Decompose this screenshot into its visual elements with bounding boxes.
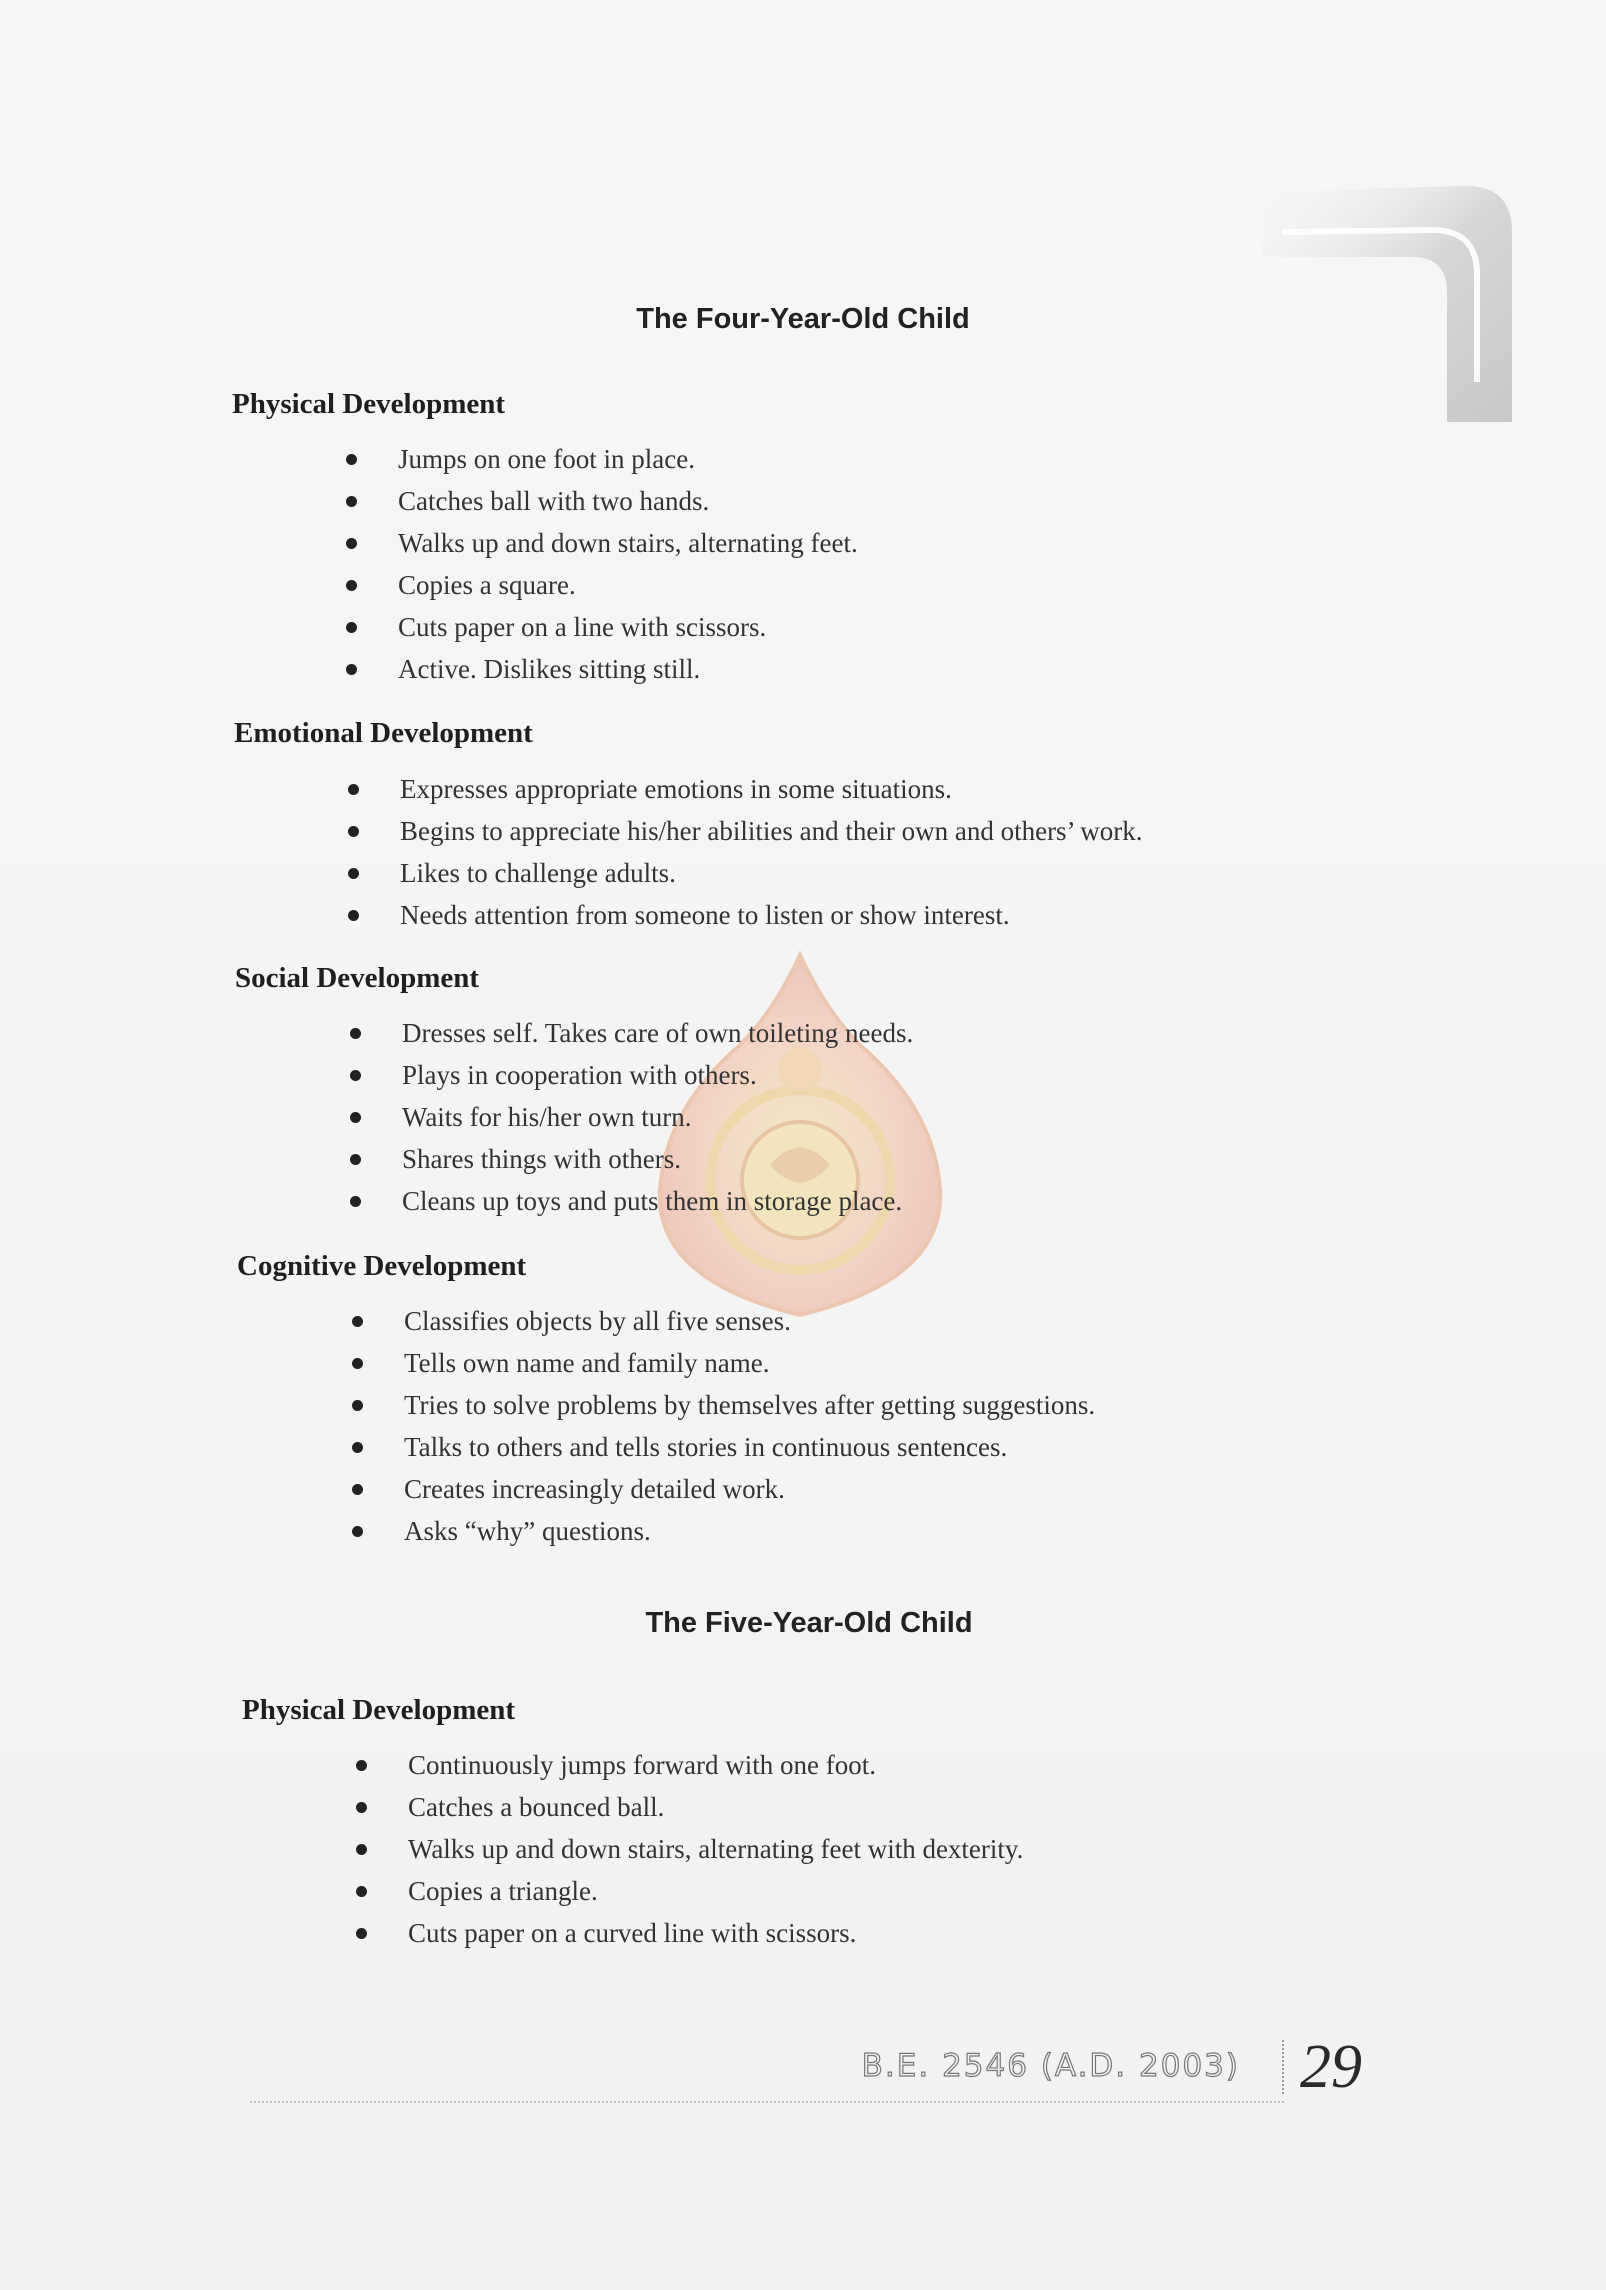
bullet-icon [350,1196,361,1207]
bullet-icon [350,1112,361,1123]
list-item-text: Tries to solve problems by themselves after getting suggestions. [404,1390,1096,1420]
list-item [356,1870,1023,1912]
footer-divider [1282,2040,1284,2094]
bullet-icon [356,1886,367,1897]
bullet-list [356,1744,1023,1954]
list-item-text: Walks up and down stairs, alternating feet. [398,528,858,558]
list-item-text: Needs attention from someone to listen or show interest. [400,900,1010,930]
bullet-list [352,1300,1095,1552]
list-item [352,1300,1095,1342]
list-item [346,648,858,690]
bullet-icon [352,1358,363,1369]
list-item-text: Copies a triangle. [408,1876,598,1906]
list-item [346,522,858,564]
list-item [352,1426,1095,1468]
list-item-text: Cleans up toys and puts them in storage place. [402,1186,903,1216]
list-item [352,1342,1095,1384]
list-item [352,1384,1095,1426]
list-item-text: Catches ball with two hands. [398,486,710,516]
bullet-icon [346,664,357,675]
bullet-icon [352,1442,363,1453]
bullet-icon [350,1070,361,1081]
list-item [356,1744,1023,1786]
bullet-icon [348,826,359,837]
list-item-text: Shares things with others. [402,1144,681,1174]
list-item [350,1054,913,1096]
group-heading: Cognitive Development [237,1250,527,1282]
list-item-text: Plays in cooperation with others. [402,1060,757,1090]
footer-edition: B.E. 2546 (A.D. 2003) [861,2048,1240,2084]
bullet-icon [346,622,357,633]
list-item-text: Likes to challenge adults. [400,858,676,888]
list-item [346,564,858,606]
list-item-text: Creates increasingly detailed work. [404,1474,785,1504]
list-item-text: Expresses appropriate emotions in some situations. [400,774,952,804]
bullet-list [350,1012,913,1222]
bullet-icon [350,1154,361,1165]
bullet-icon [348,868,359,879]
list-item-text: Tells own name and family name. [404,1348,770,1378]
list-item-text: Dresses self. Takes care of own toileting needs. [402,1018,914,1048]
bullet-list [346,438,858,690]
list-item [356,1828,1023,1870]
bullet-icon [356,1760,367,1771]
bullet-icon [352,1400,363,1411]
bullet-icon [356,1928,367,1939]
list-item [346,438,858,480]
bullet-icon [350,1028,361,1039]
list-item-text: Classifies objects by all five senses. [404,1306,791,1336]
bullet-icon [352,1316,363,1327]
list-item-text: Begins to appreciate his/her abilities and their own and others’ work. [400,816,1143,846]
list-item [356,1912,1023,1954]
group-heading: Physical Development [232,388,506,420]
section-title: The Five-Year-Old Child [645,1607,973,1639]
list-item [346,606,858,648]
list-item-text: Walks up and down stairs, alternating feet with dexterity. [408,1834,1024,1864]
group-heading: Social Development [235,962,480,994]
bullet-icon [346,580,357,591]
list-item-text: Asks “why” questions. [404,1516,651,1546]
list-item [352,1510,1095,1552]
list-item-text: Cuts paper on a curved line with scissors. [408,1918,857,1948]
list-item-text: Active. Dislikes sitting still. [398,654,701,684]
bullet-icon [352,1526,363,1537]
list-item [356,1786,1023,1828]
bullet-icon [346,454,357,465]
bullet-icon [356,1844,367,1855]
bullet-icon [356,1802,367,1813]
bullet-icon [346,538,357,549]
bullet-icon [348,910,359,921]
list-item-text: Copies a square. [398,570,576,600]
list-item-text: Talks to others and tells stories in continuous sentences. [404,1432,1008,1462]
section-title: The Four-Year-Old Child [636,303,970,335]
bullet-icon [346,496,357,507]
bullet-list [348,768,1143,936]
footer-rule [250,2101,1284,2103]
list-item [348,894,1143,936]
list-item [350,1096,913,1138]
list-item [348,810,1143,852]
group-heading: Physical Development [242,1694,516,1726]
group-heading: Emotional Development [234,717,533,749]
list-item [350,1138,913,1180]
page-number: 29 [1300,2033,1362,2101]
list-item-text: Waits for his/her own turn. [402,1102,692,1132]
list-item [346,480,858,522]
bullet-icon [352,1484,363,1495]
list-item-text: Continuously jumps forward with one foot. [408,1750,876,1780]
list-item [350,1180,913,1222]
list-item-text: Catches a bounced ball. [408,1792,665,1822]
list-item-text: Cuts paper on a line with scissors. [398,612,767,642]
bullet-icon [348,784,359,795]
list-item [348,852,1143,894]
list-item-text: Jumps on one foot in place. [398,444,695,474]
list-item [352,1468,1095,1510]
list-item [348,768,1143,810]
list-item [350,1012,913,1054]
